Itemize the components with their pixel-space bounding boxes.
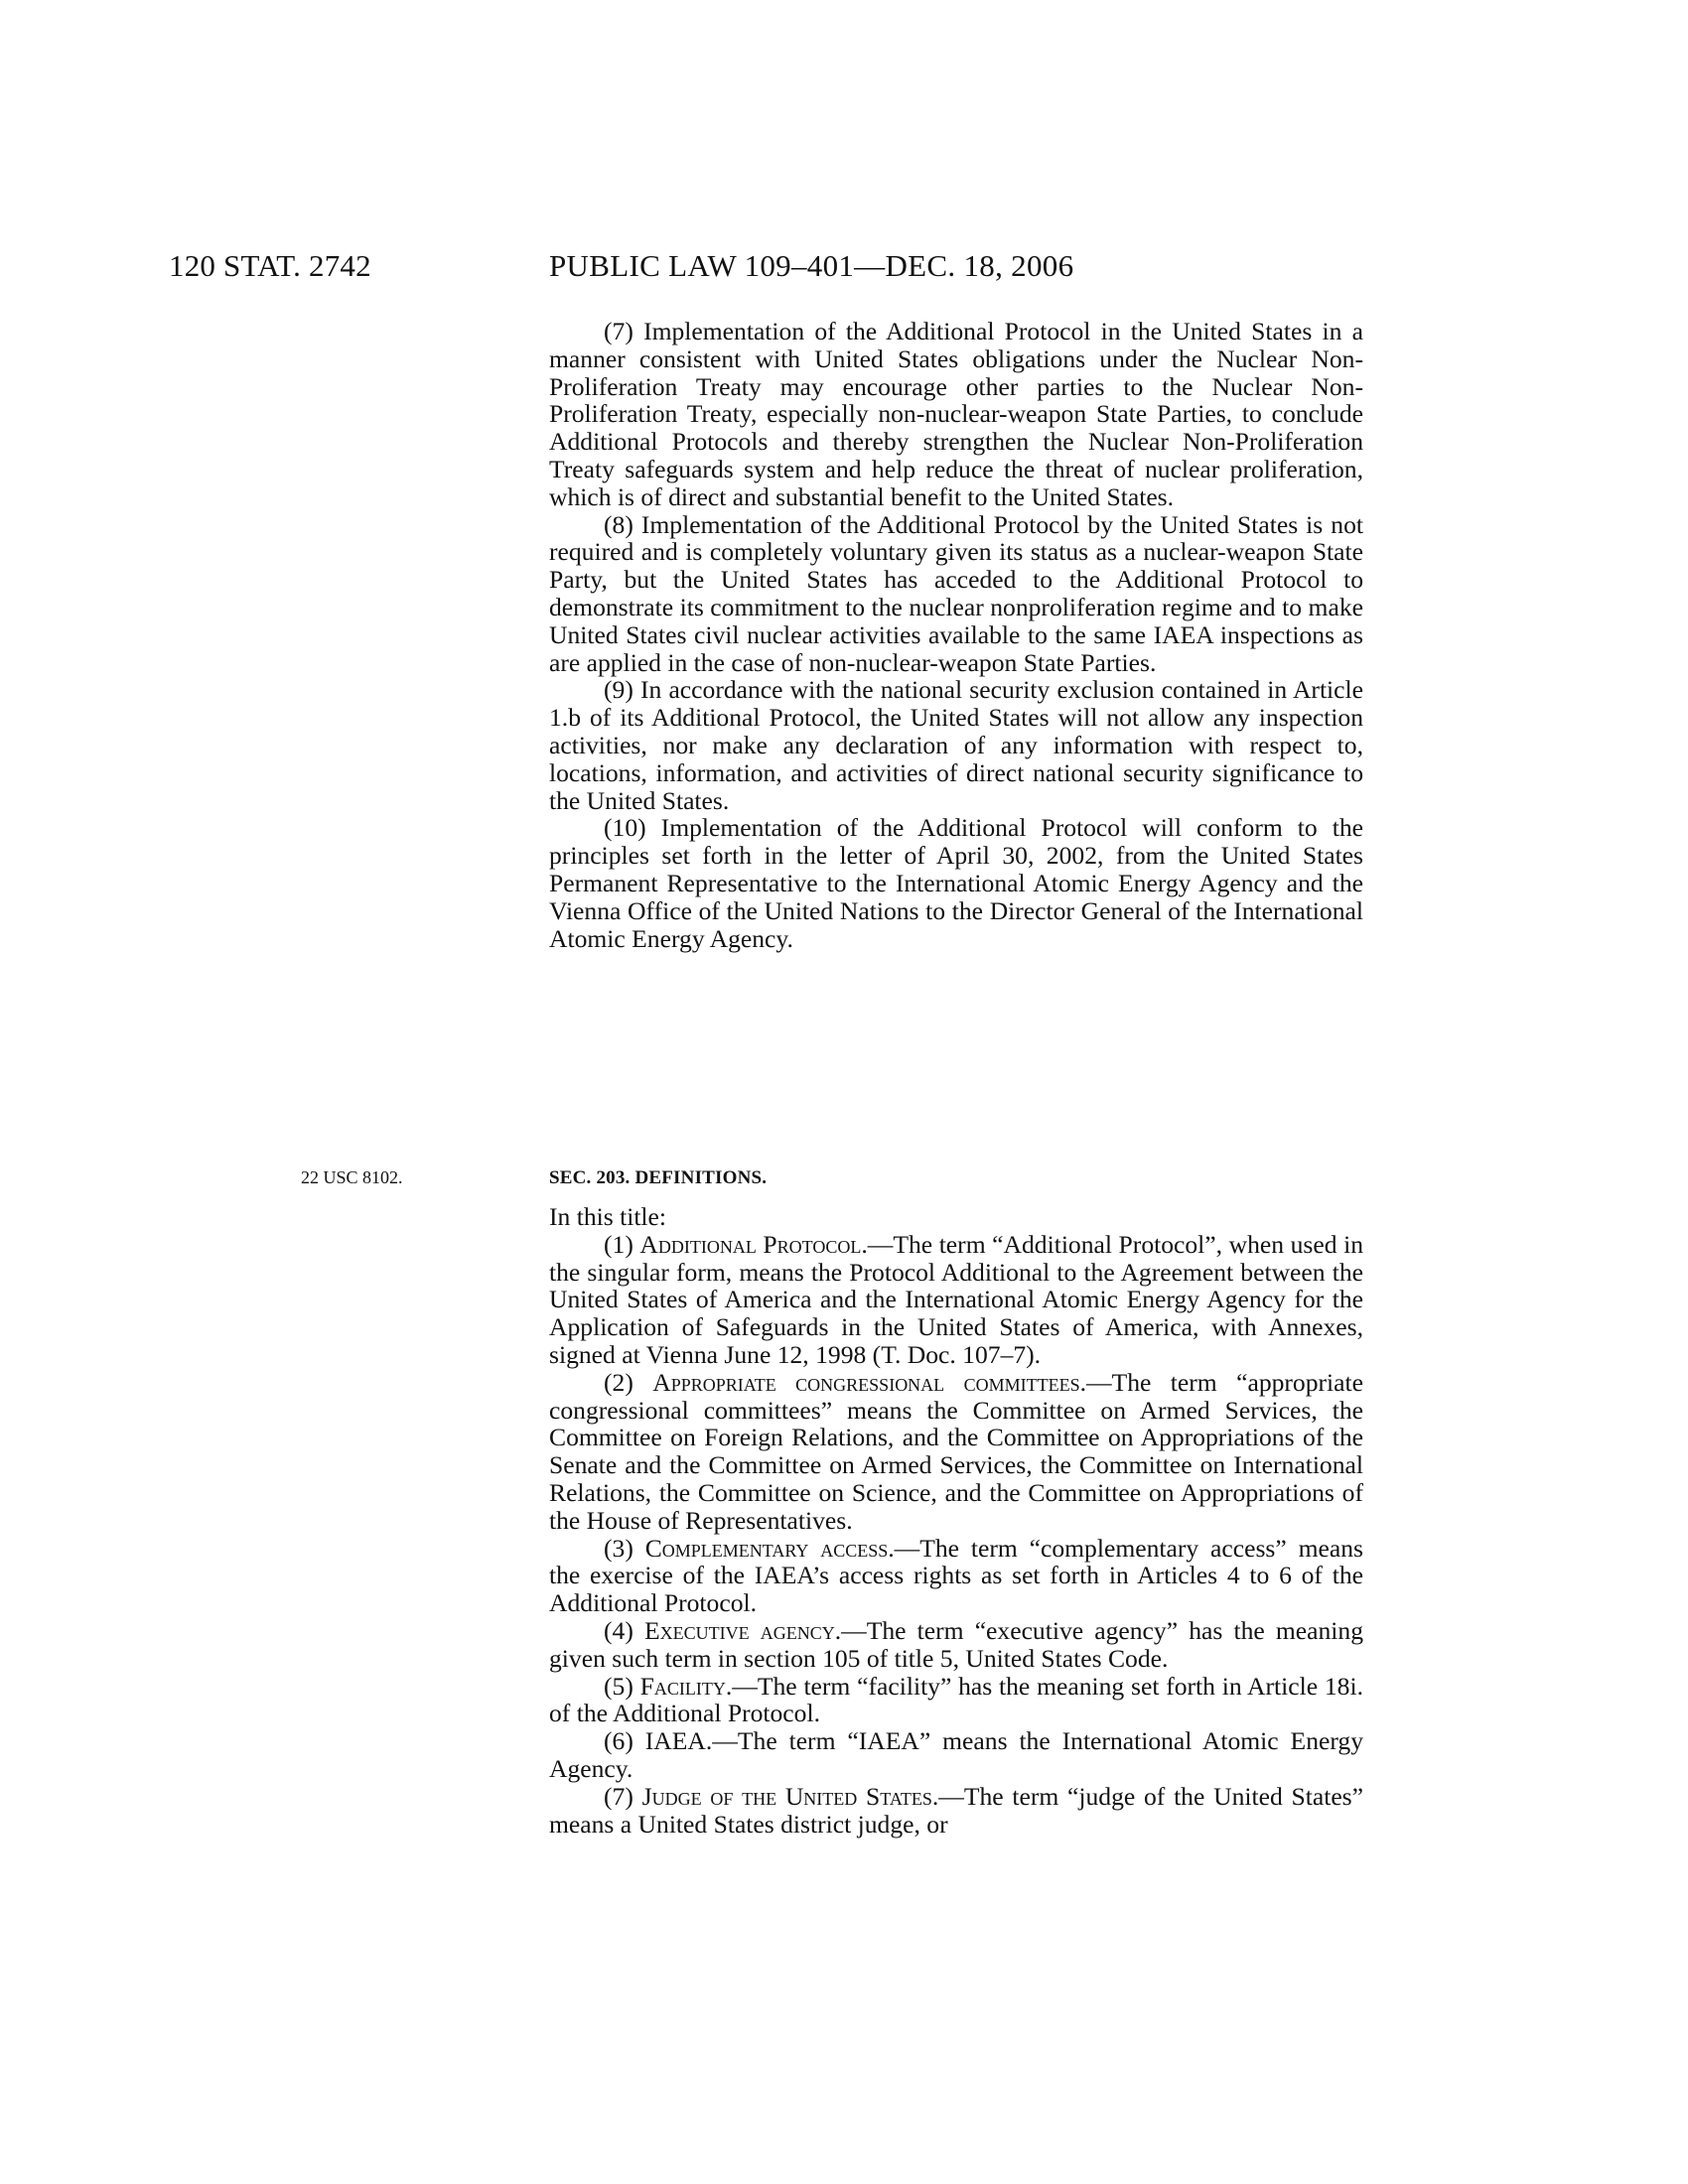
definition-text: The term “executive agency” has the meaning given such term in section 105 of title 5, United States Code. <box>549 1615 1363 1673</box>
section-heading: SEC. 203. DEFINITIONS. <box>549 1167 768 1188</box>
definition-term: Complementary access <box>644 1533 889 1563</box>
definition-item: (3) Complementary access.—The term “complementary access” means the exercise of the IAEA’s access rights as set forth in Articles 4 to 6 of the Additional Protocol. <box>549 1533 1363 1618</box>
definition-item: (2) Appropriate congressional committees.—The term “appropriate congressional committees” means the Committee on Armed Services, the Committee on Foreign Relations, and the Committee on Appropriations of the Senate and the Committee on Armed Services, the Committee on International Relations, the Committee on Science, and the Committee on Appropriations of the House of Representatives. <box>549 1367 1363 1535</box>
definitions-text <box>549 1203 1363 1838</box>
definition-term: IAEA <box>644 1726 706 1756</box>
usc-margin-note: 22 USC 8102. <box>301 1167 403 1187</box>
definitions-intro: In this title: <box>549 1202 667 1231</box>
definition-number: (7) <box>604 1781 633 1811</box>
definition-number: (6) <box>604 1726 633 1756</box>
definition-text: The term “judge of the United States” means a United States district judge, or <box>549 1781 1363 1839</box>
finding-paragraph-7: (7) Implementation of the Additional Protocol in the United States in a manner consistent with United States obligations under the Nuclear Non-Proliferation Treaty may encourage other parties to the Nuclear Non-Proliferation Treaty, especially non-nuclear-weapon State Parties, to conclude Additional Protocols and thereby strengthen the Nuclear Non-Proliferation Treaty safeguards system and help reduce the threat of nuclear proliferation, which is of direct and substantial benefit to the United States. <box>549 317 1363 511</box>
definition-item: (1) Additional Protocol.—The term “Additional Protocol”, when used in the singular form, means the Protocol Additional to the Agreement between the United States of America and the International Atomic Energy Agency for the Application of Safeguards in the United States of America, with Annexes, signed at Vienna June 12, 1998 (T. Doc. 107–7). <box>549 1229 1363 1369</box>
statute-page-reference: 120 STAT. 2742 <box>169 248 371 283</box>
page-header <box>0 248 1688 288</box>
definition-text: The term “Additional Protocol”, when used in the singular form, means the Protocol Additional to the Agreement between the United States of America and the International Atomic Energy Agency for the Application of Safeguards in the United States of America, with Annexes, signed at Vienna June 12, 1998 (T. Doc. 107–7). <box>549 1229 1363 1369</box>
definition-number: (1) <box>604 1229 633 1259</box>
definition-text: The term “appropriate congressional committees” means the Committee on Armed Services, the Committee on Foreign Relations, and the Committee on Appropriations of the Senate and the Committee on Armed Services, the Committee on International Relations, the Committee on Science, and the Committee on Appropriations of the House of Representatives. <box>549 1367 1363 1535</box>
definition-text: The term “facility” has the meaning set forth in Article 18i. of the Additional Protocol. <box>549 1671 1363 1728</box>
finding-paragraph-10: (10) Implementation of the Additional Protocol will conform to the principles set forth in the letter of April 30, 2002, from the United States Permanent Representative to the International Atomic Energy Agency and the Vienna Office of the United Nations to the Director General of the International Atomic Energy Agency. <box>549 813 1363 953</box>
definition-term: Appropriate congressional committees <box>652 1367 1080 1397</box>
definition-item: (6) IAEA.—The term “IAEA” means the International Atomic Energy Agency. <box>549 1726 1364 1783</box>
definition-number: (3) <box>604 1533 633 1563</box>
findings-text <box>549 318 1363 952</box>
public-law-title: PUBLIC LAW 109–401—DEC. 18, 2006 <box>549 248 1074 283</box>
definition-number: (2) <box>604 1367 633 1397</box>
definition-number: (5) <box>604 1671 633 1701</box>
definition-text: The term “IAEA” means the International Atomic Energy Agency. <box>549 1726 1364 1783</box>
definition-item: (4) Executive agency.—The term “executive agency” has the meaning given such term in section 105 of title 5, United States Code. <box>549 1615 1363 1673</box>
definition-term: Judge of the United States <box>641 1781 932 1811</box>
definition-item: (7) Judge of the United States.—The term “judge of the United States” means a United States district judge, or <box>549 1781 1363 1839</box>
definition-item: (5) Facility.—The term “facility” has the meaning set forth in Article 18i. of the Additional Protocol. <box>549 1671 1363 1728</box>
definition-term: Additional Protocol <box>639 1229 862 1259</box>
definition-term: Facility <box>639 1671 726 1701</box>
definition-text: The term “complementary access” means the exercise of the IAEA’s access rights as set forth in Articles 4 to 6 of the Additional Protocol. <box>549 1533 1363 1618</box>
definition-term: Executive agency <box>643 1615 835 1645</box>
finding-paragraph-9: (9) In accordance with the national security exclusion contained in Article 1.b of its Additional Protocol, the United States will not allow any inspection activities, nor make any declaration of any information with respect to, locations, information, and activities of direct national security significance to the United States. <box>549 675 1363 815</box>
definition-number: (4) <box>604 1615 633 1645</box>
finding-paragraph-8: (8) Implementation of the Additional Protocol by the United States is not required and is completely voluntary given its status as a nuclear-weapon State Party, but the United States has acceded to the Additional Protocol to demonstrate its commitment to the nuclear nonproliferation regime and to make United States civil nuclear activities available to the same IAEA inspections as are applied in the case of non-nuclear-weapon State Parties. <box>549 509 1363 677</box>
